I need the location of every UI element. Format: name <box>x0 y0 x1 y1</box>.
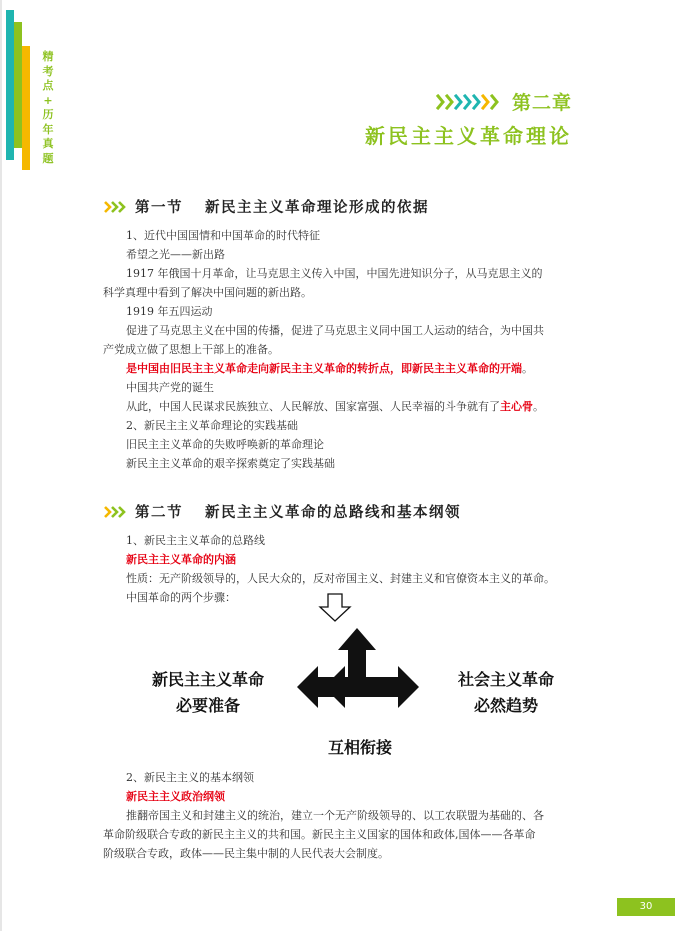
chevrons-icon <box>103 200 127 214</box>
diagram-left-label <box>140 667 276 719</box>
highlight-end: 。 <box>522 362 533 375</box>
text-line: 旧民主主义革命的失败呼唤新的革命理论 <box>126 438 324 451</box>
green-accent-bar <box>14 22 22 148</box>
sidebar-char: 年 <box>42 122 54 136</box>
section-1-title: 新民主主义革命理论形成的依据 <box>205 200 429 216</box>
text-line: 2、新民主主义的基本纲领 <box>126 771 254 784</box>
sidebar-char: 点 <box>42 79 54 92</box>
text-line: 1917 年俄国十月革命，让马克思主义传入中国，中国先进知识分子，从马克思主义的 <box>126 267 543 280</box>
chapter-heading <box>436 88 572 115</box>
three-way-arrow-icon <box>292 626 422 736</box>
section-2-label: 第二节 <box>135 505 183 521</box>
chevrons-icon <box>103 505 127 519</box>
section-2-title: 新民主主义革命的总路线和基本纲领 <box>205 505 461 521</box>
backbone-text: 从此，中国人民谋求民族独立、人民解放、国家富强、人民幸福的斗争就有了 <box>126 400 500 413</box>
text-line: 阶级联合专政，政体——民主集中制的人民代表大会制度。 <box>103 847 389 860</box>
highlight-text: 是中国由旧民主主义革命走向新民主主义革命的转折点，即新民主主义革命的开端 <box>126 362 522 375</box>
down-arrow-icon <box>318 593 352 623</box>
red-subheading: 新民主主义政治纲领 <box>126 790 225 803</box>
section-2-heading <box>103 501 461 522</box>
teal-accent-bar <box>6 10 14 160</box>
sidebar-char: + <box>43 93 53 107</box>
text-line: 中国革命的两个步骤： <box>126 591 236 604</box>
text-line: 1、新民主主义革命的总路线 <box>126 534 265 547</box>
text-line: 新民主主义革命的艰辛探索奠定了实践基础 <box>126 457 335 470</box>
diagram-bottom-label: 互相衔接 <box>327 738 392 757</box>
diagram-left-line1: 新民主主义革命 <box>151 670 264 689</box>
section-1-label: 第一节 <box>135 200 183 216</box>
chapter-title: 新民主主义革命理论 <box>365 124 572 148</box>
chapter-number: 第二章 <box>511 92 572 114</box>
sidebar-char: 精 <box>42 50 54 63</box>
diagram-right-line1: 社会主义革命 <box>457 670 554 689</box>
text-line: 希望之光——新出路 <box>126 248 225 261</box>
text-line: 性质：无产阶级领导的，人民大众的，反对帝国主义、封建主义和官僚资本主义的革命。 <box>126 572 555 585</box>
sidebar-char: 真 <box>42 137 54 150</box>
sidebar-char: 历 <box>42 108 54 121</box>
text-line: 中国共产党的诞生 <box>126 381 214 394</box>
backbone-end: 。 <box>533 400 544 413</box>
diagram-right-label <box>438 667 574 719</box>
section-1-heading <box>103 196 429 217</box>
highlight-line <box>126 362 533 375</box>
backbone-red: 主心骨 <box>500 400 533 413</box>
text-line: 促进了马克思主义在中国的传播，促进了马克思主义同中国工人运动的结合，为中国共 <box>126 324 544 337</box>
text-line: 1919 年五四运动 <box>126 305 213 318</box>
diagram-right-line2: 必然趋势 <box>473 696 538 715</box>
text-line: 1、近代中国国情和中国革命的时代特征 <box>126 229 320 242</box>
red-subheading: 新民主主义革命的内涵 <box>126 553 236 566</box>
page-number: 30 <box>617 898 675 916</box>
text-line: 推翻帝国主义和封建主义的统治，建立一个无产阶级领导的、以工农联盟为基础的、各 <box>126 809 544 822</box>
sidebar-char: 题 <box>42 151 54 165</box>
text-line: 2、新民主主义革命理论的实践基础 <box>126 419 298 432</box>
backbone-line <box>126 400 544 413</box>
page-left-rule <box>0 0 2 931</box>
chevrons-icon <box>436 94 506 110</box>
yellow-accent-bar <box>22 46 30 170</box>
text-line: 科学真理中看到了解决中国问题的新出路。 <box>103 286 312 299</box>
diagram-left-line2: 必要准备 <box>175 696 240 715</box>
text-line: 产党成立做了思想上干部上的准备。 <box>103 343 279 356</box>
sidebar-label <box>40 50 56 166</box>
text-line: 革命阶级联合专政的新民主主义的共和国。新民主主义国家的国体和政体,国体——各革命 <box>103 828 536 841</box>
sidebar-char: 考 <box>42 64 54 78</box>
